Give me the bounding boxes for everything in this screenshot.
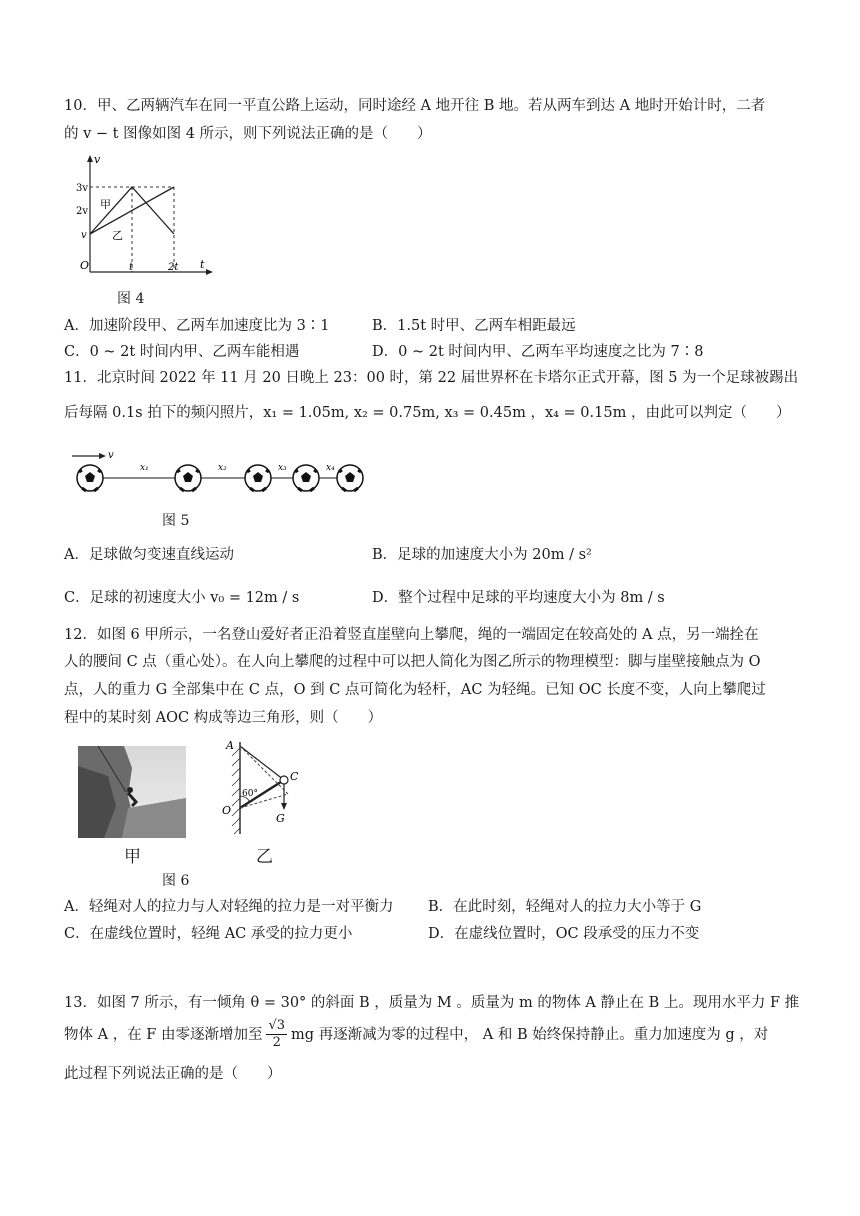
q13-stem-line1: 13．如图 7 所示，有一倾角 θ = 30° 的斜面 B ，质量为 M 。质量为 m 的物体 A 静止在 B 上。现用水平力 F 推 xyxy=(64,995,800,1011)
q13-stem-line2-part1: 物体 A ，在 F 由零逐渐增加至 xyxy=(64,1026,263,1043)
q10-option-b[interactable]: B．1.5t 时甲、乙两车相距最远 xyxy=(372,318,576,334)
soccer-ball-5 xyxy=(337,465,363,491)
q11-option-a[interactable]: A．足球做匀变速直线运动 xyxy=(64,547,234,563)
q12-option-d[interactable]: D．在虚线位置时，OC 段承受的压力不变 xyxy=(428,926,700,942)
q13-stem-line3: 此过程下列说法正确的是（ ） xyxy=(64,1066,282,1082)
point-A: A xyxy=(226,739,234,752)
figure-6-caption: 图 6 xyxy=(162,873,190,889)
q10-option-c[interactable]: C．0 ~ 2t 时间内甲、乙两车能相遇 xyxy=(64,344,300,360)
q11-stem-line2: 后每隔 0.1s 拍下的频闪照片，x₁ = 1.05m, x₂ = 0.75m, x₃ = 0.45m ，x₄ = 0.15m ，由此可以判定（ ） xyxy=(64,405,791,421)
q11-option-b[interactable]: B．足球的加速度大小为 20m / s² xyxy=(372,547,592,563)
figure-5-caption: 图 5 xyxy=(162,513,190,529)
q11-stem-line1: 11．北京时间 2022 年 11 月 20 日晚上 23：00 时，第 22 届世界杯在卡塔尔正式开幕，图 5 为一个足球被踢出 xyxy=(64,370,799,386)
q11-option-d[interactable]: D．整个过程中足球的平均速度大小为 8m / s xyxy=(372,590,665,606)
tick-v: v xyxy=(81,230,87,241)
model-label-yi: 乙 xyxy=(256,847,273,867)
label-jia: 甲 xyxy=(100,198,111,211)
segment-x2: x₂ xyxy=(218,463,227,473)
figure-4-vt-graph xyxy=(78,152,218,282)
segment-x1: x₁ xyxy=(140,463,149,473)
q10-stem-line1: 10．甲、乙两辆汽车在同一平直公路上运动，同时途经 A 地开往 B 地。若从两车到达 A 地时开始计时，二者 xyxy=(64,98,766,114)
photo-label-jia: 甲 xyxy=(124,847,141,867)
label-yi: 乙 xyxy=(112,229,123,242)
q10-option-d[interactable]: D．0 ~ 2t 时间内甲、乙两车平均速度之比为 7∶8 xyxy=(372,344,704,360)
axis-v-label: v xyxy=(94,153,101,166)
figure-5-soccer-strobe xyxy=(70,448,370,500)
q12-stem-line1: 12．如图 6 甲所示，一名登山爱好者正沿着竖直崖壁向上攀爬，绳的一端固定在较高处的 A 点，另一端拴在 xyxy=(64,627,759,643)
q10-option-a[interactable]: A．加速阶段甲、乙两车加速度比为 3∶1 xyxy=(64,318,330,334)
q12-stem-line4: 程中的某时刻 AOC 构成等边三角形，则（ ） xyxy=(64,710,383,726)
q12-option-a[interactable]: A．轻绳对人的拉力与人对轻绳的拉力是一对平衡力 xyxy=(64,899,394,915)
tick-t: t xyxy=(129,262,134,273)
origin-label: O xyxy=(80,259,90,272)
q11-option-c[interactable]: C．足球的初速度大小 v₀ = 12m / s xyxy=(64,590,300,606)
figure-6-physics-model xyxy=(218,734,318,838)
tick-2t: 2t xyxy=(168,262,179,273)
soccer-ball-1 xyxy=(77,465,103,491)
q13-stem-line2-part2: mg 再逐渐减为零的过程中， A 和 B 始终保持静止。重力加速度为 g ，对 xyxy=(291,1026,769,1043)
q12-option-b[interactable]: B．在此时刻，轻绳对人的拉力大小等于 G xyxy=(428,899,702,915)
point-O: O xyxy=(222,804,232,817)
soccer-ball-2 xyxy=(175,465,201,491)
tick-3v: 3v xyxy=(76,183,89,194)
q12-stem-line2: 人的腰间 C 点（重心处）。在人向上攀爬的过程中可以把人简化为图乙所示的物理模型：脚与崖壁接触点为 O xyxy=(64,654,761,670)
angle-60: 60° xyxy=(242,789,258,799)
axis-t-label: t xyxy=(200,258,205,271)
q13-stem-line2 xyxy=(64,1018,768,1051)
soccer-ball-3 xyxy=(245,465,271,491)
tick-2v: 2v xyxy=(76,206,89,217)
segment-x3: x₃ xyxy=(278,463,287,473)
fraction-denominator: 2 xyxy=(272,1035,281,1050)
segment-x4: x₄ xyxy=(326,463,335,473)
q10-stem-line2: 的 v − t 图像如图 4 所示，则下列说法正确的是（ ） xyxy=(64,126,432,142)
fraction-numerator: √3 xyxy=(268,1018,286,1033)
weight-G: G xyxy=(276,812,285,825)
velocity-label: v xyxy=(108,450,114,461)
fraction-sqrt3-over-2 xyxy=(266,1018,287,1051)
point-C: C xyxy=(290,770,299,783)
figure-4-caption: 图 4 xyxy=(117,291,145,307)
q12-option-c[interactable]: C．在虚线位置时，轻绳 AC 承受的拉力更小 xyxy=(64,926,353,942)
climber-photo xyxy=(78,746,186,838)
soccer-ball-4 xyxy=(293,465,319,491)
q12-stem-line3: 点，人的重力 G 全部集中在 C 点，O 到 C 点可简化为轻杆，AC 为轻绳。已知 OC 长度不变，人向上攀爬过 xyxy=(64,682,766,698)
